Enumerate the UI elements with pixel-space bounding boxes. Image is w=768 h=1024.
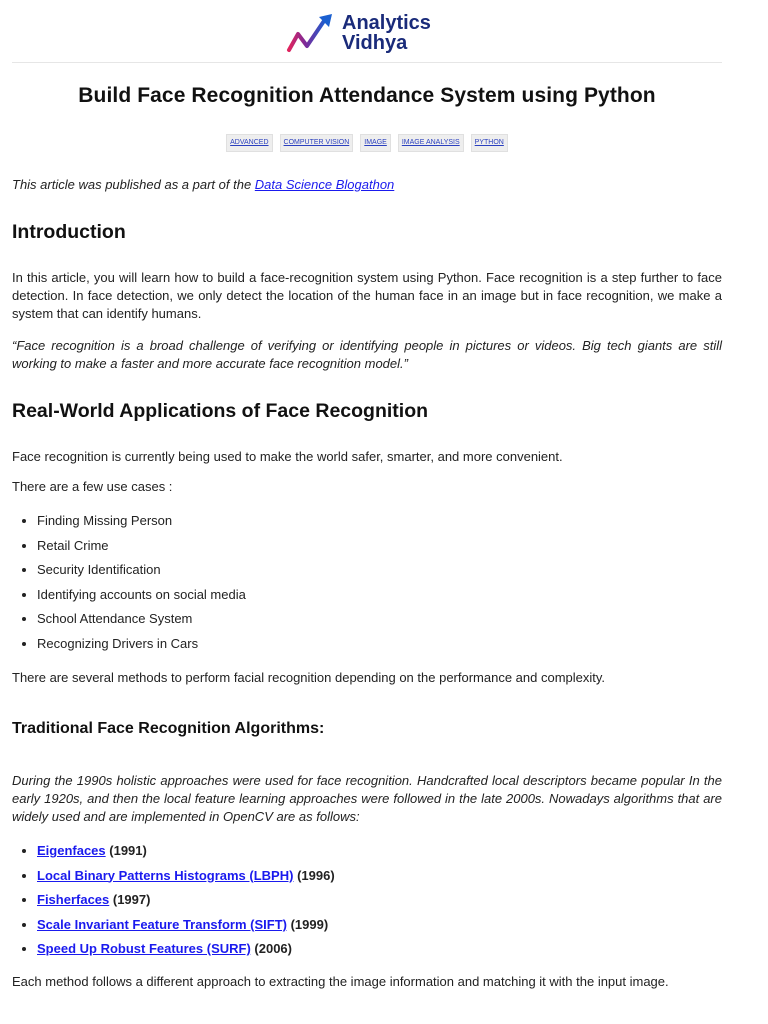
year-label: (1999)	[286, 916, 329, 932]
tag-advanced[interactable]: ADVANCED	[226, 134, 272, 152]
published-prefix: This article was published as a part of the	[12, 177, 255, 192]
sift-link[interactable]: Scale Invariant Feature Transform (SIFT)	[37, 916, 287, 932]
algorithms-paragraph: During the 1990s holistic approaches were used for face recognition. Handcrafted local descriptors became popular In the early 1920s, and then the local feature learning approaches were followed in the late 2000s. Nowadays algorithms that are widely used and are implemented in OpenCV are as follows:	[12, 773, 722, 824]
intro-heading: Introduction	[12, 221, 126, 243]
applications-paragraph-3: There are several methods to perform facial recognition depending on the performance and complexity.	[12, 670, 606, 685]
page-title: Build Face Recognition Attendance System using Python	[78, 84, 656, 107]
fisherfaces-link[interactable]: Fisherfaces	[37, 892, 110, 907]
list-item: • Retail Crime	[37, 537, 246, 562]
eigenfaces-link[interactable]: Eigenfaces	[37, 843, 106, 858]
surf-link[interactable]: Speed Up Robust Features (SURF)	[37, 941, 251, 956]
list-item: • Security Identification	[37, 561, 246, 586]
year-label: (1996)	[293, 867, 335, 883]
algorithms-paragraph-2: Each method follows a different approach to extracting the image information and matching it with the input image.	[12, 974, 669, 989]
list-item: • Finding Missing Person	[37, 512, 246, 537]
tag-computer-vision[interactable]: COMPUTER VISION	[280, 134, 354, 152]
tag-python[interactable]: PYTHON	[471, 134, 508, 152]
list-item: • Recognizing Drivers in Cars	[37, 635, 246, 660]
logo-line2: Vidhya	[342, 32, 408, 54]
year-label: (1997)	[109, 892, 151, 907]
intro-paragraph: In this article, you will learn how to build a face-recognition system using Python. Face recognition is a step further to face detection. In face detection, we only detect the location of the human face in an image but in face recognition, we make a system that can identify humans.	[12, 270, 722, 321]
year-label: (2006)	[250, 941, 292, 956]
header-divider	[12, 62, 722, 63]
tag-image[interactable]: IMAGE	[360, 134, 391, 152]
applications-heading: Real-World Applications of Face Recognition	[12, 400, 429, 422]
blogathon-link[interactable]: Data Science Blogathon	[254, 177, 395, 192]
logo-wordmark	[342, 13, 431, 53]
logo-line1: Analytics	[342, 12, 431, 34]
list-item	[37, 891, 335, 916]
algorithms-heading: Traditional Face Recognition Algorithms:	[12, 720, 325, 737]
applications-paragraph-2: There are a few use cases :	[12, 479, 173, 494]
site-logo[interactable]	[286, 10, 431, 56]
published-note	[12, 176, 722, 194]
logo-chart-icon	[286, 12, 336, 54]
lbph-link[interactable]: Local Binary Patterns Histograms (LBPH)	[37, 867, 294, 883]
list-item	[37, 940, 335, 965]
list-item	[37, 916, 335, 941]
list-item: • School Attendance System	[37, 610, 246, 635]
intro-quote: “Face recognition is a broad challenge of verifying or identifying people in pictures or videos. Big tech giants are still working to make a faster and more accurate face recognition model.”	[12, 338, 722, 371]
year-label: (1991)	[105, 843, 147, 858]
use-case-list	[12, 512, 246, 659]
list-item: • Identifying accounts on social media	[37, 586, 246, 611]
tag-image-analysis[interactable]: IMAGE ANALYSIS	[398, 134, 464, 152]
list-item	[37, 867, 335, 892]
applications-paragraph-1: Face recognition is currently being used to make the world safer, smarter, and more convenient.	[12, 449, 563, 464]
tag-list	[12, 134, 722, 152]
list-item	[37, 842, 335, 867]
algorithm-list	[12, 842, 335, 965]
